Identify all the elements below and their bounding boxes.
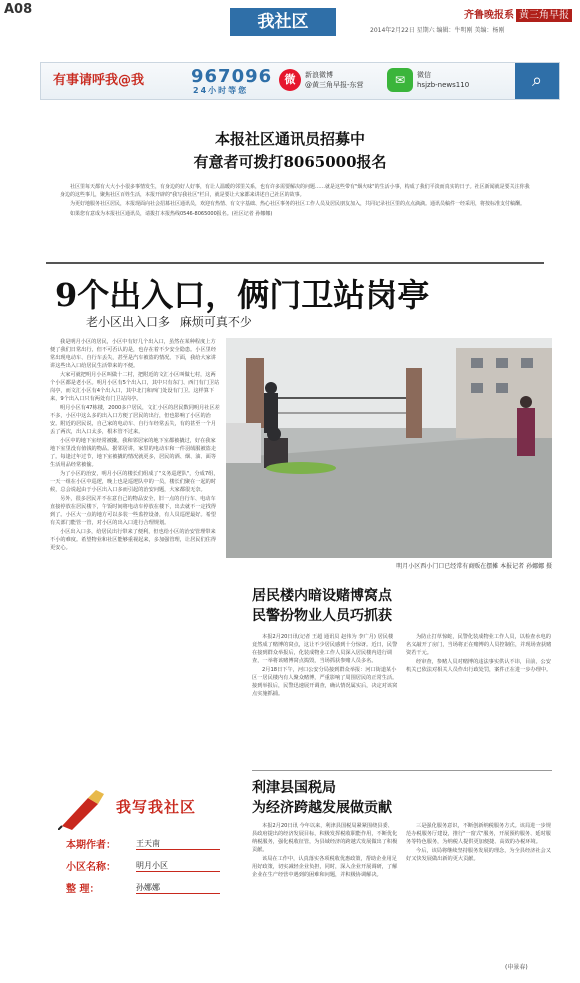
story2-headline: 居民楼内暗设赌博窝点 <box>252 588 392 604</box>
story2-body-right <box>406 633 552 675</box>
issue-line: 2014年2月22日 星期六 编辑：牛明刚 美编：杨刚 <box>370 27 505 34</box>
weibo-label: 新浪微博 <box>305 71 333 79</box>
write-my-community-box <box>52 788 228 948</box>
divider <box>46 262 544 264</box>
story-paragraph: 我是明月小区的居民，小区中有好几个出入口，虽然在某种程度上方便了我们日常出行，但不可否认的是，也存在着不少安全隐患。小区里经常出现电动车、自行车丢失，甚至是汽车被盗的情况。下面，我给大家讲讲这些出入口给居民生活带来的不便。 <box>50 339 217 369</box>
story3-headline: 利津县国税局 <box>252 780 336 796</box>
story-paragraph: 为了小区的治安，明月小区的楼长们组成了"义务巡逻队"，分成7组，一天一组在小区中巡逻，晚上也是巡逻队中的一员，楼长们聚在一起的时候，总会说起由于小区出入口多而引起的治安问题，大家都很无奈。 <box>50 471 219 493</box>
story3-author: (申景春) <box>505 964 528 971</box>
story2-body-left <box>252 633 398 699</box>
wechat-icon: ✉ <box>387 68 413 92</box>
main-story-body <box>50 338 220 553</box>
story3-subheadline: 为经济跨越发展做贡献 <box>252 800 392 816</box>
story-paragraph: 小区中的地下室经常被撬，我和邻居家的地下室都被撬过，好在我家地下室里没有值钱的物品。据邻居讲，家里的电动车和一件羽绒服被盗走了。每逢过年过节，地下室被撬的情况就更多，居民的酒、烟、油、面等生活用品经常被偷。 <box>50 438 217 468</box>
author-value: 王天南 <box>136 838 220 850</box>
recruit-subheadline: 有意者可拨打8065000报名 <box>193 153 387 171</box>
weibo-icon: 微 <box>279 69 301 91</box>
story-paragraph: 2月18日下午，河口公安分局接到群众举报：河口街道某小区一居民楼内有人聚众赌博，严重影响了周围居民的正常生活。接到举报后，民警迅速展开调查，确认情况属实后，决定对该窝点实施抓捕。 <box>252 667 398 697</box>
story-paragraph: 另外，很多居民并不在意自己的物品安全，旧一点的自行车、电动车直接停放在居民楼下，午饭时间将电动车停放在楼下，出去就不一定找得到了。小区大一点的地方可以多装一些监控设备，有人员巡逻最好。希望有关部门能管一管，对小区的出入口进行合理规划。 <box>50 496 217 526</box>
story-paragraph: 今后，该局将继续坚持服务发展的理念，为全县经济社会又好又快发展做出新的更大贡献。 <box>406 848 551 862</box>
hotline-banner <box>40 62 560 100</box>
page-number: A08 <box>4 2 33 17</box>
recruit-body <box>60 184 530 220</box>
write-column-title: 我写我社区 <box>116 798 197 816</box>
recruit-paragraph: 社区里每天都有大大小小很多事情发生，有身边的好人好事，有让人温暖的邻里关系，也有许多需要解决的问题……就是这些带有"烟火味"的生活小事，构成了我们平淡而真实的日子。社区新闻就是要关注你我身边的这些事儿，聚焦社区百姓生活，本报开辟的"我写我社区"栏目，就是要让大家都来讲述自己社区的故事。 <box>60 184 530 198</box>
editor-value: 孙娜娜 <box>136 882 220 894</box>
community-value: 明月小区 <box>136 860 220 872</box>
hotline-number: 967096 <box>191 66 273 87</box>
weibo-account: @黄三角早报-东营 <box>305 81 364 89</box>
wechat-account: hsjzb-news110 <box>417 81 470 89</box>
divider <box>252 770 552 771</box>
community-label: 小区名称： <box>66 862 116 873</box>
story3-body-right <box>406 822 552 864</box>
search-icon: ⌕ <box>515 63 559 99</box>
street-scene-image <box>226 338 552 558</box>
recruit-paragraph: 如果您有意成为本报社区通讯员，请拨打本报热线0546-8065000报名。(社区记者 孙娜娜) <box>70 210 273 217</box>
story-paragraph: 本报2月20日讯(记者 王超 通讯员 赵伟为 李广月) 居民楼竟然成了赌博的窝点，这让不少居民感到十分惊讶。近日，民警在接到群众举报后，化装成物业工作人员深入居民楼内进行调查，一举将该赌博窝点捣毁，当场抓获参赌人员多名。 <box>252 634 398 664</box>
story-paragraph: 小区出入口多，给居民出行带来了便利，但也给小区的治安管理带来不小的难度。希望物业和社区能够重视起来，多加强管理，让居民们住得更安心。 <box>50 529 217 551</box>
story3-body-left <box>252 822 398 880</box>
wechat-info <box>417 70 469 90</box>
masthead <box>464 6 572 21</box>
masthead-name: 齐鲁晚报 <box>464 10 504 21</box>
story-paragraph: 经审查，参赌人员对赌博的违法事实供认不讳，目前，公安机关已依法对相关人员作出行政处罚，案件正在进一步办理中。 <box>406 659 552 673</box>
editor-label: 整 理： <box>66 884 100 895</box>
story-paragraph: 该局在工作中，认真落实各项税收优惠政策，帮助企业用足用好政策，切实减轻企业负担，同时，深入企业开展调研，了解企业在生产经营中遇到的困难和问题，并积极协调解决。 <box>252 856 398 878</box>
main-headline: 9个出入口，俩门卫站岗亭 <box>55 276 430 314</box>
news-photo <box>226 338 552 558</box>
banner-slogan: 有事请呼我@我 <box>53 73 145 88</box>
weibo-info <box>305 70 364 90</box>
masthead-series: 系 <box>504 10 514 21</box>
section-title: 我社区 <box>230 8 336 36</box>
recruit-headline: 本报社区通讯员招募中 <box>214 130 365 148</box>
story-paragraph: 本报2月20日讯 今年以来，利津县国税局紧紧围绕县委、县政府提出的经济发展目标，积极发挥税收职能作用，不断优化纳税服务，强化税收征管，为县域经济的跨越式发展做出了积极贡献。 <box>252 823 398 853</box>
main-subheadline: 老小区出入口多 麻烦可真不少 <box>86 315 252 329</box>
photo-caption: 明月小区西小门口已经常有商贩在摆摊 本报记者 孙娜娜 摄 <box>396 563 552 570</box>
fountain-pen-icon <box>58 790 108 830</box>
hotline-subtitle: 24小时等您 <box>193 86 249 95</box>
story-paragraph: 明月小区有47栋楼，2000多户居民，文汇小区的居民数同明月社区差不多，小区中这么多的出入口方便了居民的出行，但也影响了小区的治安。附近的居民说，自己家的电动车、自行车经常丢失，有的甚至一个月丢了两次，出入口太多，根本管不过来。 <box>50 405 220 435</box>
story2-subheadline: 民警扮物业人员巧抓获 <box>252 608 392 624</box>
story-paragraph: 三是强化服务意识，不断创新纳税服务方式。该局进一步规范办税服务厅建设，推行"一窗式"服务，开展预约服务、延时服务等特色服务，为纳税人提供更加便捷、高效的办税环境。 <box>406 823 551 845</box>
recruit-paragraph: 为更好地服务社区居民，本报现面向社会招募社区通讯员，欢迎有热情、有文字基础、热心社区事务的社区工作人员及居民朋友加入，共同记录社区里的点点滴滴。通讯员稿件一经采用，将按标准支付稿酬。 <box>70 201 526 208</box>
wechat-label: 微信 <box>417 71 431 79</box>
author-label: 本期作者： <box>66 840 116 851</box>
story-paragraph: 为防止打草惊蛇，民警化装成物业工作人员，以检查水电的名义敲开了房门，当场将正在赌博的人员控制住，并现场查获赌资若干元。 <box>406 634 552 656</box>
story-paragraph: 大家可就把明月小区叫做十二村，把附近的文汇小区叫做七村，这两个小区都是老小区。明月小区有5个出入口，其中只有东门、西门有门卫站岗亭，而文汇小区有4个出入口，其中北门和西门处设有门卫。这样算下来，9个出入口只有两处有门卫站岗亭。 <box>50 372 220 402</box>
masthead-edition: 黄三角早报 <box>516 9 572 22</box>
